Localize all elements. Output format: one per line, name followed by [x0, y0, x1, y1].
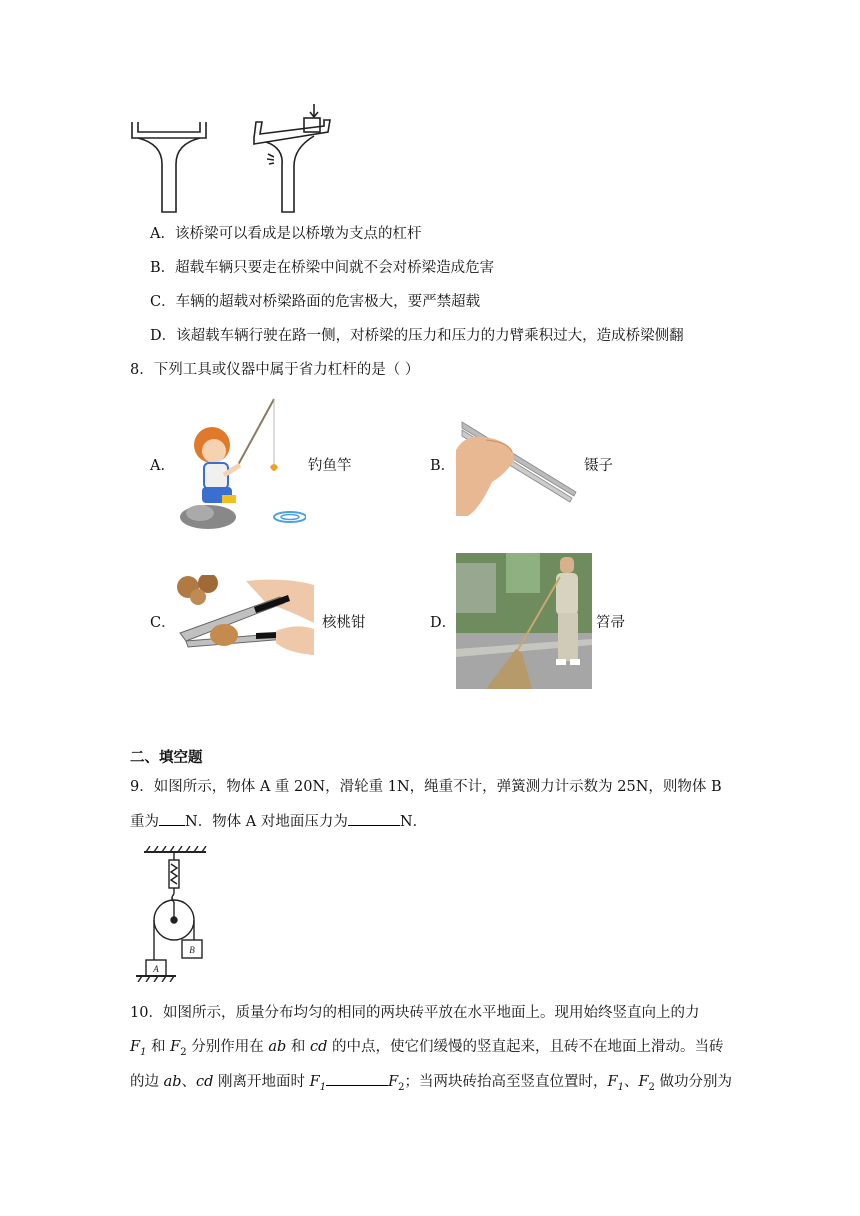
q9-text: N．物体 A 对地面压力为: [185, 814, 348, 830]
force-subscript: 2: [398, 1081, 405, 1093]
option-text: 该超载车辆行驶在路一侧，对桥梁的压力和压力的力臂乘积过大，造成桥梁侧翻: [176, 328, 684, 344]
q8-option-a-letter: A．: [150, 458, 175, 474]
force-subscript: 1: [617, 1081, 624, 1093]
q8-option-c-label: 核桃钳: [322, 615, 366, 631]
pulley-figure: [136, 846, 212, 982]
q8-option-b-letter: B．: [430, 458, 456, 474]
q9-line1: 9．如图所示，物体 A 重 20N，滑轮重 1N，绳重不计，弹簧测力计示数为 25N，则物体 B: [130, 779, 722, 795]
broom-sweeper-image: [456, 553, 592, 689]
q8-option-d-letter: D．: [430, 615, 457, 631]
pulley-label-a: A: [153, 964, 159, 974]
fishing-boy-image: [178, 395, 306, 531]
option-letter: D．: [150, 328, 177, 344]
tweezers-image: [456, 412, 580, 516]
section-title: 二、填空题: [130, 750, 203, 766]
q10-text: 的中点，使它们缓慢的竖直起来，且砖不在地面上滑动。当砖: [327, 1039, 724, 1055]
pulley-label-b: B: [189, 945, 195, 955]
q10-text: 做功分别为: [654, 1074, 733, 1090]
force-symbol: F: [388, 1074, 399, 1090]
q10-text: 、: [623, 1074, 639, 1090]
q8-option-a-label: 钓鱼竿: [308, 458, 352, 474]
q9-text: 重为: [130, 814, 159, 830]
force-symbol: F: [170, 1039, 181, 1055]
q10-line1: 10．如图所示，质量分布均匀的相同的两块砖平放在水平地面上。现用始终竖直向上的力: [130, 1005, 700, 1021]
q9-blank-1[interactable]: [159, 811, 185, 826]
q10-text: 和: [286, 1039, 310, 1055]
force-subscript: 2: [648, 1081, 655, 1093]
q10-text: 和: [146, 1039, 171, 1055]
q8-option-c-letter: C．: [150, 615, 176, 631]
option-text: 车辆的超载对桥梁路面的危害极大，要严禁超载: [175, 294, 481, 310]
force-subscript: 2: [180, 1046, 187, 1058]
q10-text: 、: [181, 1074, 197, 1090]
q10-line3: [130, 1071, 732, 1098]
force-subscript: 1: [319, 1081, 327, 1093]
bridge-figure: [128, 104, 338, 216]
q7-option-d: [150, 326, 684, 346]
q8-stem: 8．下列工具或仪器中属于省力杠杆的是（ ）: [130, 362, 420, 378]
q8-option-d-label: 笤帚: [596, 615, 625, 631]
q7-option-a: [150, 224, 421, 244]
edge-label: ab: [163, 1074, 182, 1090]
edge-label: ab: [268, 1039, 287, 1055]
q10-text: 分别作用在: [186, 1039, 269, 1055]
q7-option-c: [150, 292, 480, 312]
q9-text: N．: [399, 814, 428, 830]
nutcracker-image: [176, 575, 314, 667]
q9-blank-2[interactable]: [348, 811, 400, 826]
edge-label: cd: [196, 1074, 214, 1090]
force-symbol: F: [130, 1039, 141, 1055]
q8-option-b-label: 镊子: [584, 458, 613, 474]
option-text: 该桥梁可以看成是以桥墩为支点的杠杆: [174, 226, 422, 242]
option-text: 超载车辆只要走在桥梁中间就不会对桥梁造成危害: [175, 260, 495, 276]
force-symbol: F: [638, 1074, 649, 1090]
option-letter: C．: [150, 294, 176, 310]
q7-option-b: [150, 258, 494, 278]
option-letter: B．: [150, 260, 176, 276]
force-symbol: F: [607, 1074, 618, 1090]
edge-label: cd: [309, 1039, 328, 1055]
q9-line2: [130, 811, 427, 832]
q10-text: 刚离开地面时: [213, 1074, 310, 1090]
force-symbol: F: [309, 1074, 320, 1090]
q10-text: ；当两块砖抬高至竖直位置时，: [404, 1074, 608, 1090]
q10-text: 的边: [130, 1074, 164, 1090]
q10-line2: [130, 1037, 723, 1063]
q10-blank-1[interactable]: [326, 1071, 388, 1086]
option-letter: A．: [150, 226, 175, 242]
force-subscript: 1: [140, 1046, 147, 1058]
